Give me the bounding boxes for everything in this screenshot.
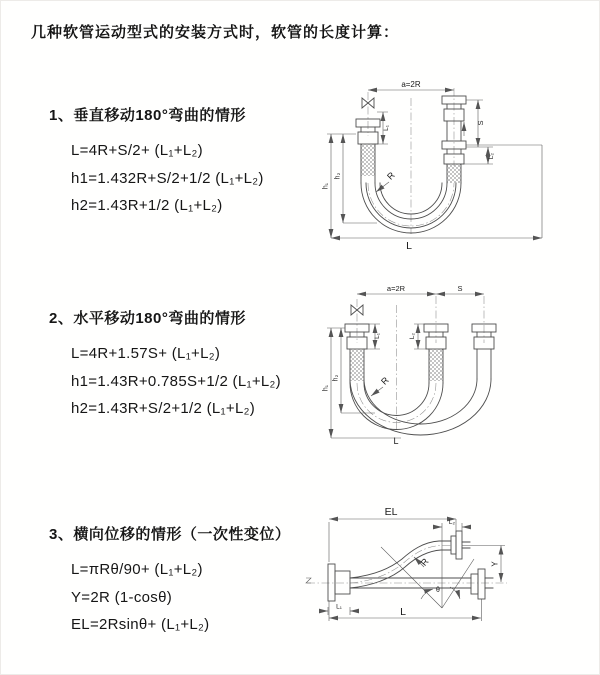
page-title: 几种软管运动型式的安装方式时，软管的长度计算： <box>31 24 400 41</box>
dim-label-length: L <box>400 606 406 618</box>
dim-label-s: S <box>457 284 463 293</box>
left-hose-braid <box>362 144 375 176</box>
formula-line: L=πRθ/90+ (L₁+L₂) <box>71 561 203 578</box>
dim-label-el: EL <box>384 506 398 518</box>
section-3-formulas <box>71 556 290 639</box>
section-1-formulas <box>71 137 264 220</box>
centerlines <box>307 546 507 584</box>
dim-label-radius: R <box>385 170 397 182</box>
radius-leader <box>371 387 383 396</box>
section-2-formulas <box>71 340 281 423</box>
right-fitting-moved-position <box>472 324 496 379</box>
formula-line: EL=2Rsinθ+ (L₁+L₂) <box>71 616 210 633</box>
centerlines <box>368 88 454 234</box>
section-lateral-displacement <box>49 523 290 639</box>
left-flange-fitting <box>328 564 350 601</box>
diagram-lateral-displacement <box>299 498 599 663</box>
diagram-horizontal-180-bend <box>313 283 583 463</box>
formula-line: h2=1.43R+1/2 (L₁+L₂) <box>71 197 223 214</box>
formula-line: Y=2R (1-cosθ) <box>71 588 173 606</box>
section-1-heading: 1、垂直移动180°弯曲的情形 <box>49 107 246 124</box>
dim-label-h2: h₂ <box>332 374 340 382</box>
dim-label-l1: L₁ <box>336 603 342 611</box>
dimension-lines <box>327 90 542 238</box>
dim-label-s: S <box>476 120 485 126</box>
formula-line: h2=1.43R+S/2+1/2 (L₁+L₂) <box>71 400 256 417</box>
dim-label-length: L <box>393 436 399 446</box>
dim-label-l2: L₂ <box>409 332 416 340</box>
section-2-heading: 2、水平移动180°弯曲的情形 <box>49 310 246 327</box>
dim-label-y: Y <box>490 561 500 567</box>
dim-label-length: L <box>406 240 412 252</box>
middle-hose-braid <box>430 349 443 381</box>
dim-label-h1: h₁ <box>322 182 330 190</box>
right-flange-fitting <box>471 569 493 599</box>
dim-label-span: a=2R <box>401 80 421 89</box>
dim-label-h1: h₁ <box>322 384 330 392</box>
radius-leader <box>376 182 389 192</box>
formula-line: h1=1.432R+S/2+1/2 (L₁+L₂) <box>71 169 264 187</box>
dim-label-h2: h₂ <box>334 172 342 180</box>
dim-label-radius: R <box>379 375 391 387</box>
left-hose-braid <box>351 349 364 381</box>
section-3-heading: 3、横向位移的情形（一次性变位） <box>49 526 291 543</box>
formula-line: h1=1.43R+0.785S+1/2 (L₁+L₂) <box>71 372 281 390</box>
diagram-vertical-180-bend <box>313 76 578 256</box>
right-hose-braid <box>448 164 461 183</box>
hose-u-bends <box>350 379 491 435</box>
centerlines <box>357 296 484 431</box>
dim-label-span: a=2R <box>386 284 406 293</box>
dim-label-l2: L₂ <box>488 152 495 160</box>
section-vertical-movement <box>49 104 264 220</box>
formula-line: L=4R+S/2+ (L₁+L₂) <box>71 142 203 159</box>
dim-label-l1: L₁ <box>374 333 381 339</box>
dim-label-l1: L₁ <box>383 125 390 131</box>
dim-label-radius: R <box>418 556 431 568</box>
centerline-break-mark <box>306 578 311 583</box>
section-horizontal-movement <box>49 307 281 423</box>
formula-line: L=4R+1.57S+ (L₁+L₂) <box>71 345 221 362</box>
upper-flange-fitting <box>451 531 470 559</box>
dim-label-l2: L₂ <box>448 519 456 526</box>
angle-construction-lines <box>381 531 474 608</box>
dim-label-theta: θ <box>436 587 440 594</box>
